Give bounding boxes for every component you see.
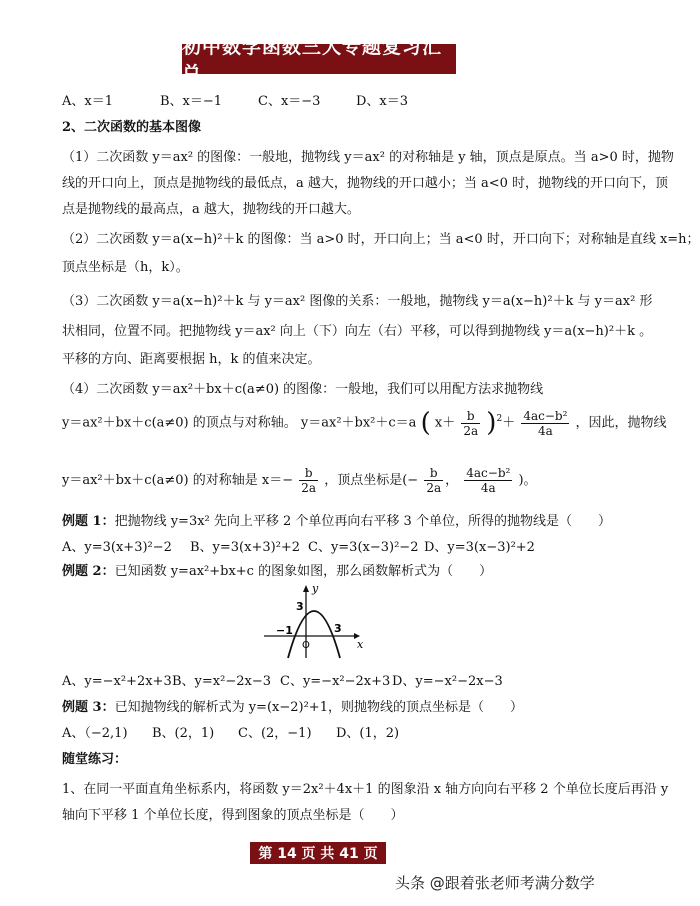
ex3-option-b: B、(2，1) [152,726,215,741]
parabola-graph [262,584,362,660]
ex2-option-a: A、y=−x²+2x+3 [62,674,172,689]
y-intercept-label: 3 [296,600,304,613]
example-1-text: 把抛物线 y=3x² 先向上平移 2 个单位再向右平移 3 个单位，所得的抛物线是（ ） [114,514,611,529]
practice-heading: 随堂练习： [62,752,128,767]
axis-fraction: $\frac{b}{2a}$ [301,466,317,495]
example-3 [62,696,523,715]
vertex-y-fraction: $\frac{\text{4ac−b²}}{4a}$ [466,466,511,495]
practice-line-2: 轴向下平移 1 个单位长度，得到图象的顶点坐标是（ ） [62,808,404,823]
p1-line-3: 点是抛物线的最高点，a 越大，抛物线的开口越大。 [62,202,360,217]
ex1-option-d: D、y=3(x−3)²+2 [424,540,535,555]
p4-line-1: （4）二次函数 y＝ax²＋bx＋c(a≠0) 的图像：一般地，我们可以用配方法求抛物线 [62,382,544,397]
p4-x-plus: x＋ [434,415,456,431]
p1-line-1: （1）二次函数 y＝ax² 的图像：一般地，抛物线 y＝ax² 的对称轴是 y 轴，顶点是原点。当 a>0 时，抛物 [62,150,674,165]
y-axis-arrow [303,585,309,592]
example-2-label: 例题 2： [62,564,115,579]
y-axis-label: y [312,582,319,595]
ex3-option-d: D、(1，2) [336,726,400,741]
watermark: 头条 @跟着张老师考满分数学 [395,874,595,892]
ex2-option-d: D、y=−x²−2x−3 [392,674,503,689]
ex3-option-a: A、（−2,1) [62,726,128,741]
option-b: B、x＝−1 [160,94,223,109]
ex1-option-b: B、y=3(x+3)²+2 [190,540,301,555]
ex1-option-c: C、y=3(x−3)²−2 [308,540,419,555]
example-3-label: 例题 3： [62,700,115,715]
ex3-option-c: C、(2，−1) [238,726,312,741]
page-number: 第 14 页 共 41 页 [258,846,378,862]
p3-line-3: 平移的方向、距离要根据 h，k 的值来决定。 [62,352,321,367]
option-c: C、x＝−3 [258,94,321,109]
option-d: D、x＝3 [356,94,409,109]
p4-line-2-end: ，因此，抛物线 [575,415,667,431]
p3-line-1: （3）二次函数 y＝a(x−h)²＋k 与 y＝ax² 图像的关系：一般地，抛物线 y＝a(x−h)²＋k 与 y＝ax² 形 [62,294,653,309]
origin-label: O [302,640,310,651]
x-axis-label: x [357,638,364,651]
vertex-x-fraction: $\frac{b}{2a}$ [426,466,442,495]
page-title: 初中数学函数三大专题复习汇总 [182,44,456,74]
p3-line-2: 状相同，位置不同。把抛物线 y＝ax² 向上（下）向左（右）平移，可以得到抛物线 y＝a(x−h)²＋k 。 [62,324,653,339]
example-2-text: 已知函数 y=ax²+bx+c 的图象如图，那么函数解析式为（ ） [114,564,493,579]
example-1-label: 例题 1： [62,514,115,529]
example-1 [62,510,611,529]
ex2-option-b: B、y=x²−2x−3 [172,674,271,689]
page-number-bar [250,842,386,864]
section-heading: 2、二次函数的基本图像 [62,120,202,135]
fraction-b-over-2a: $\frac{b}{2a}$ [463,408,479,438]
p1-line-2: 线的开口向上，顶点是抛物线的最低点，a 越大，抛物线的开口越小；当 a<0 时，抛物线的开口向下，顶 [62,176,669,191]
root-right-label: 3 [334,622,342,635]
example-2 [62,560,492,579]
p4-line-2-start: y＝ax²＋bx＋c(a≠0) 的顶点与对称轴。 y＝ax²＋bx²＋c＝a [62,415,417,431]
practice-line-1: 1、在同一平面直角坐标系内，将函数 y＝2x²＋4x＋1 的图象沿 x 轴方向向右平移 2 个单位长度后再沿 y [62,782,669,797]
p2-line-1: （2）二次函数 y＝a(x−h)²＋k 的图像：当 a>0 时，开口向上；当 a<0 时，开口向下；对称轴是直线 x=h； [62,232,700,247]
option-a: A、x＝1 [62,94,113,109]
fraction-4ac-over-4a: $\frac{\text{4ac−b²}}{4a}$ [523,408,568,438]
p4-line-2: y＝ax²＋bx＋c(a≠0) 的顶点与对称轴。 y＝ax²＋bx²＋c＝a ( x＋ $\frac{b}{2a}$ )$^2$＋ $\frac{\text{4ac−b²}}{4a}$ ，因此，抛物线 [62,408,667,438]
p2-line-2: 顶点坐标是（h，k）。 [62,260,189,275]
ex1-option-a: A、y=3(x+3)²−2 [62,540,172,555]
ex2-option-c: C、y=−x²−2x+3 [280,674,391,689]
root-left-label: −1 [276,624,293,637]
example-3-text: 已知抛物线的解析式为 y=(x−2)²+1，则抛物线的顶点坐标是（ ） [114,700,523,715]
parabola-curve [288,611,340,658]
p4-line-3: y＝ax²＋bx＋c(a≠0) 的对称轴是 x＝− $\frac{b}{2a}$ ，顶点坐标是(− $\frac{b}{2a}$ ， $\frac{\text{4ac−b²}}{4a}$ )。 [62,466,537,495]
